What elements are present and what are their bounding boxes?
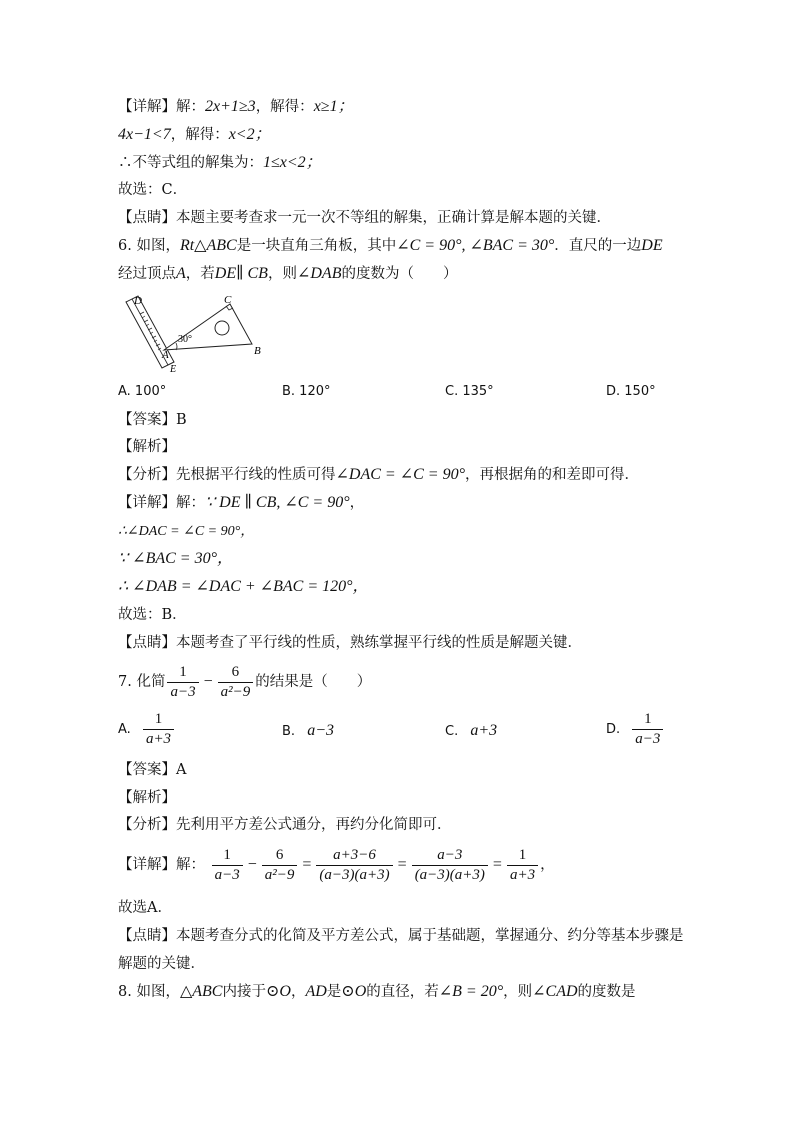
q7-choose: 故选A． (118, 900, 172, 916)
option-label: D. (606, 722, 621, 737)
text: ， (290, 984, 306, 1000)
fraction (218, 663, 254, 702)
denominator: a+3 (145, 731, 172, 747)
numerator: 1 (212, 846, 243, 866)
math: ∴∠DAC = ∠C = 90°， (118, 524, 255, 539)
text: 的度数为（ ） (341, 266, 458, 282)
fraction (143, 710, 174, 749)
q5-detail-line2 (118, 125, 271, 145)
math: ∠DAB (296, 265, 342, 282)
minus: − (203, 673, 213, 690)
numerator: a+3−6 (316, 846, 392, 866)
math: ∵ ∠BAC = 30°， (118, 550, 234, 567)
denominator: a²−9 (220, 683, 251, 700)
equals: = (302, 856, 312, 873)
q6-choose: 故选：B． (118, 607, 187, 623)
numerator: 6 (218, 663, 254, 683)
q7-option-c[interactable] (445, 722, 497, 740)
text: ．直尺的一边 (554, 238, 642, 254)
option-label: C. (445, 724, 459, 739)
q7-analysis-heading: 【解析】 (118, 790, 176, 806)
q7-answer: 【答案】A (118, 762, 187, 778)
q7-option-d[interactable] (606, 710, 665, 749)
q8-stem (118, 982, 636, 1002)
denominator: a−3 (170, 683, 196, 700)
option-value: a+3 (470, 722, 498, 739)
label-D: D (134, 295, 142, 307)
math: ∠C = 90°, ∠BAC = 30° (396, 237, 555, 254)
denominator: a−3 (214, 866, 240, 883)
math: DE∥ CB (214, 265, 268, 282)
math: △ABC (179, 983, 223, 1000)
text: 【详解】解： (118, 857, 205, 873)
text: 经过顶点 (118, 266, 176, 282)
detail-label: 【详解】解： (118, 99, 205, 115)
q7-fenxi: 【分析】先利用平方差公式通分，再约分化简即可． (118, 817, 452, 833)
math: DE (641, 237, 663, 254)
q6-answer: 【答案】B (118, 412, 187, 428)
option-value: a−3 (307, 722, 334, 739)
math: ∠CAD (532, 983, 578, 1000)
math: ∵ DE ∥ CB, ∠C = 90° (205, 494, 350, 511)
q6-stem-line1 (118, 236, 663, 256)
text: ，若 (185, 266, 215, 282)
math: ∴ ∠DAB = ∠DAC + ∠BAC = 120°， (118, 578, 369, 595)
q7-comment-line2: 解题的关键． (118, 956, 205, 972)
fraction (316, 846, 392, 885)
text: ，解得： (170, 127, 229, 143)
numerator: a−3 (412, 846, 488, 866)
denominator: a−3 (635, 731, 661, 747)
q6-option-c[interactable]: C. 135° (445, 384, 494, 399)
text: 内接于 (222, 984, 266, 1000)
q7-comment-line1: 【点睛】本题考查分式的化简及平方差公式，属于基础题，掌握通分、约分等基本步骤是 (118, 928, 684, 944)
numerator: 6 (262, 846, 298, 866)
text: ∴不等式组的解集为： (118, 155, 263, 171)
text: ，再根据角的和差即可得． (464, 467, 639, 483)
q7-option-b[interactable] (282, 722, 334, 740)
q6-detail-line4 (118, 577, 369, 597)
q7-option-a[interactable] (118, 710, 176, 749)
denominator: (a−3)(a+3) (319, 866, 390, 883)
option-label: A. (118, 722, 131, 737)
q6-option-a[interactable]: A. 100° (118, 384, 167, 399)
q6-comment: 【点睛】本题考查了平行线的性质，熟练掌握平行线的性质是解题关键． (118, 635, 582, 651)
inequality-2: 4x−1<7 (118, 126, 171, 143)
solution-set: 1≤x<2； (263, 154, 322, 171)
math: AD (305, 983, 327, 1000)
numerator: 1 (167, 663, 198, 683)
fraction (212, 846, 243, 885)
text: ，则 (267, 266, 297, 282)
q6-figure (118, 292, 278, 376)
text: 7. 化简 (118, 674, 166, 690)
q6-detail-line3 (118, 549, 233, 569)
math: ∠B = 20° (438, 983, 504, 1000)
option-label: B. (282, 724, 296, 739)
q6-analysis-heading: 【解析】 (118, 439, 176, 455)
text: 8. 如图， (118, 984, 180, 1000)
text: 【详解】解： (118, 495, 205, 511)
inequality-1: 2x+1≥3 (205, 98, 256, 115)
denominator: a+3 (509, 866, 536, 883)
fraction (507, 846, 538, 885)
label-B: B (254, 345, 261, 357)
math: A (176, 265, 186, 282)
equals: = (492, 856, 502, 873)
q5-choose: 故选：C． (118, 182, 188, 198)
text: 【分析】先根据平行线的性质可得 (118, 467, 336, 483)
numerator: 1 (143, 710, 174, 730)
math: ⊙O (341, 983, 367, 1000)
q6-option-b[interactable]: B. 120° (282, 384, 331, 399)
q6-option-d[interactable]: D. 150° (606, 384, 656, 399)
q6-fenxi (118, 465, 639, 485)
minus: − (247, 856, 257, 873)
text: ，解得： (255, 99, 314, 115)
text: 是 (326, 984, 342, 1000)
numerator: 1 (507, 846, 538, 866)
result-1: x≥1； (313, 98, 354, 115)
text: ， (349, 495, 365, 511)
q6-detail-line1 (118, 493, 364, 513)
label-E: E (170, 364, 177, 375)
q6-stem-line2 (118, 264, 457, 284)
text: 是一块直角三角板，其中 (236, 238, 397, 254)
denominator: a²−9 (264, 866, 295, 883)
math: ∠DAC = ∠C = 90° (335, 466, 465, 483)
q7-detail (118, 843, 555, 887)
numerator: 1 (632, 710, 663, 730)
equals: = (397, 856, 407, 873)
fraction (167, 663, 198, 702)
fraction (262, 846, 298, 885)
fraction (412, 846, 488, 885)
q5-detail-line3 (118, 153, 322, 173)
text: ， (540, 857, 555, 873)
q6-detail-line2 (118, 521, 254, 542)
fraction (632, 710, 663, 749)
result-2: x<2； (228, 126, 271, 143)
text: 的直径，若 (366, 984, 439, 1000)
label-C: C (224, 294, 232, 306)
math: ⊙O (265, 983, 291, 1000)
text: 的结果是（ ） (255, 674, 372, 690)
text: 6. 如图， (118, 238, 180, 254)
denominator: (a−3)(a+3) (414, 866, 485, 883)
text: 的度数是 (577, 984, 636, 1000)
angle-label: 30° (178, 334, 192, 345)
q5-detail-line1 (118, 97, 354, 117)
label-A: A (162, 349, 169, 361)
math: Rt△ABC (179, 237, 237, 254)
text: ，则 (503, 984, 533, 1000)
q5-comment: 【点睛】本题主要考查求一元一次不等组的解集，正确计算是解本题的关键． (118, 210, 611, 226)
q7-stem (118, 662, 371, 702)
